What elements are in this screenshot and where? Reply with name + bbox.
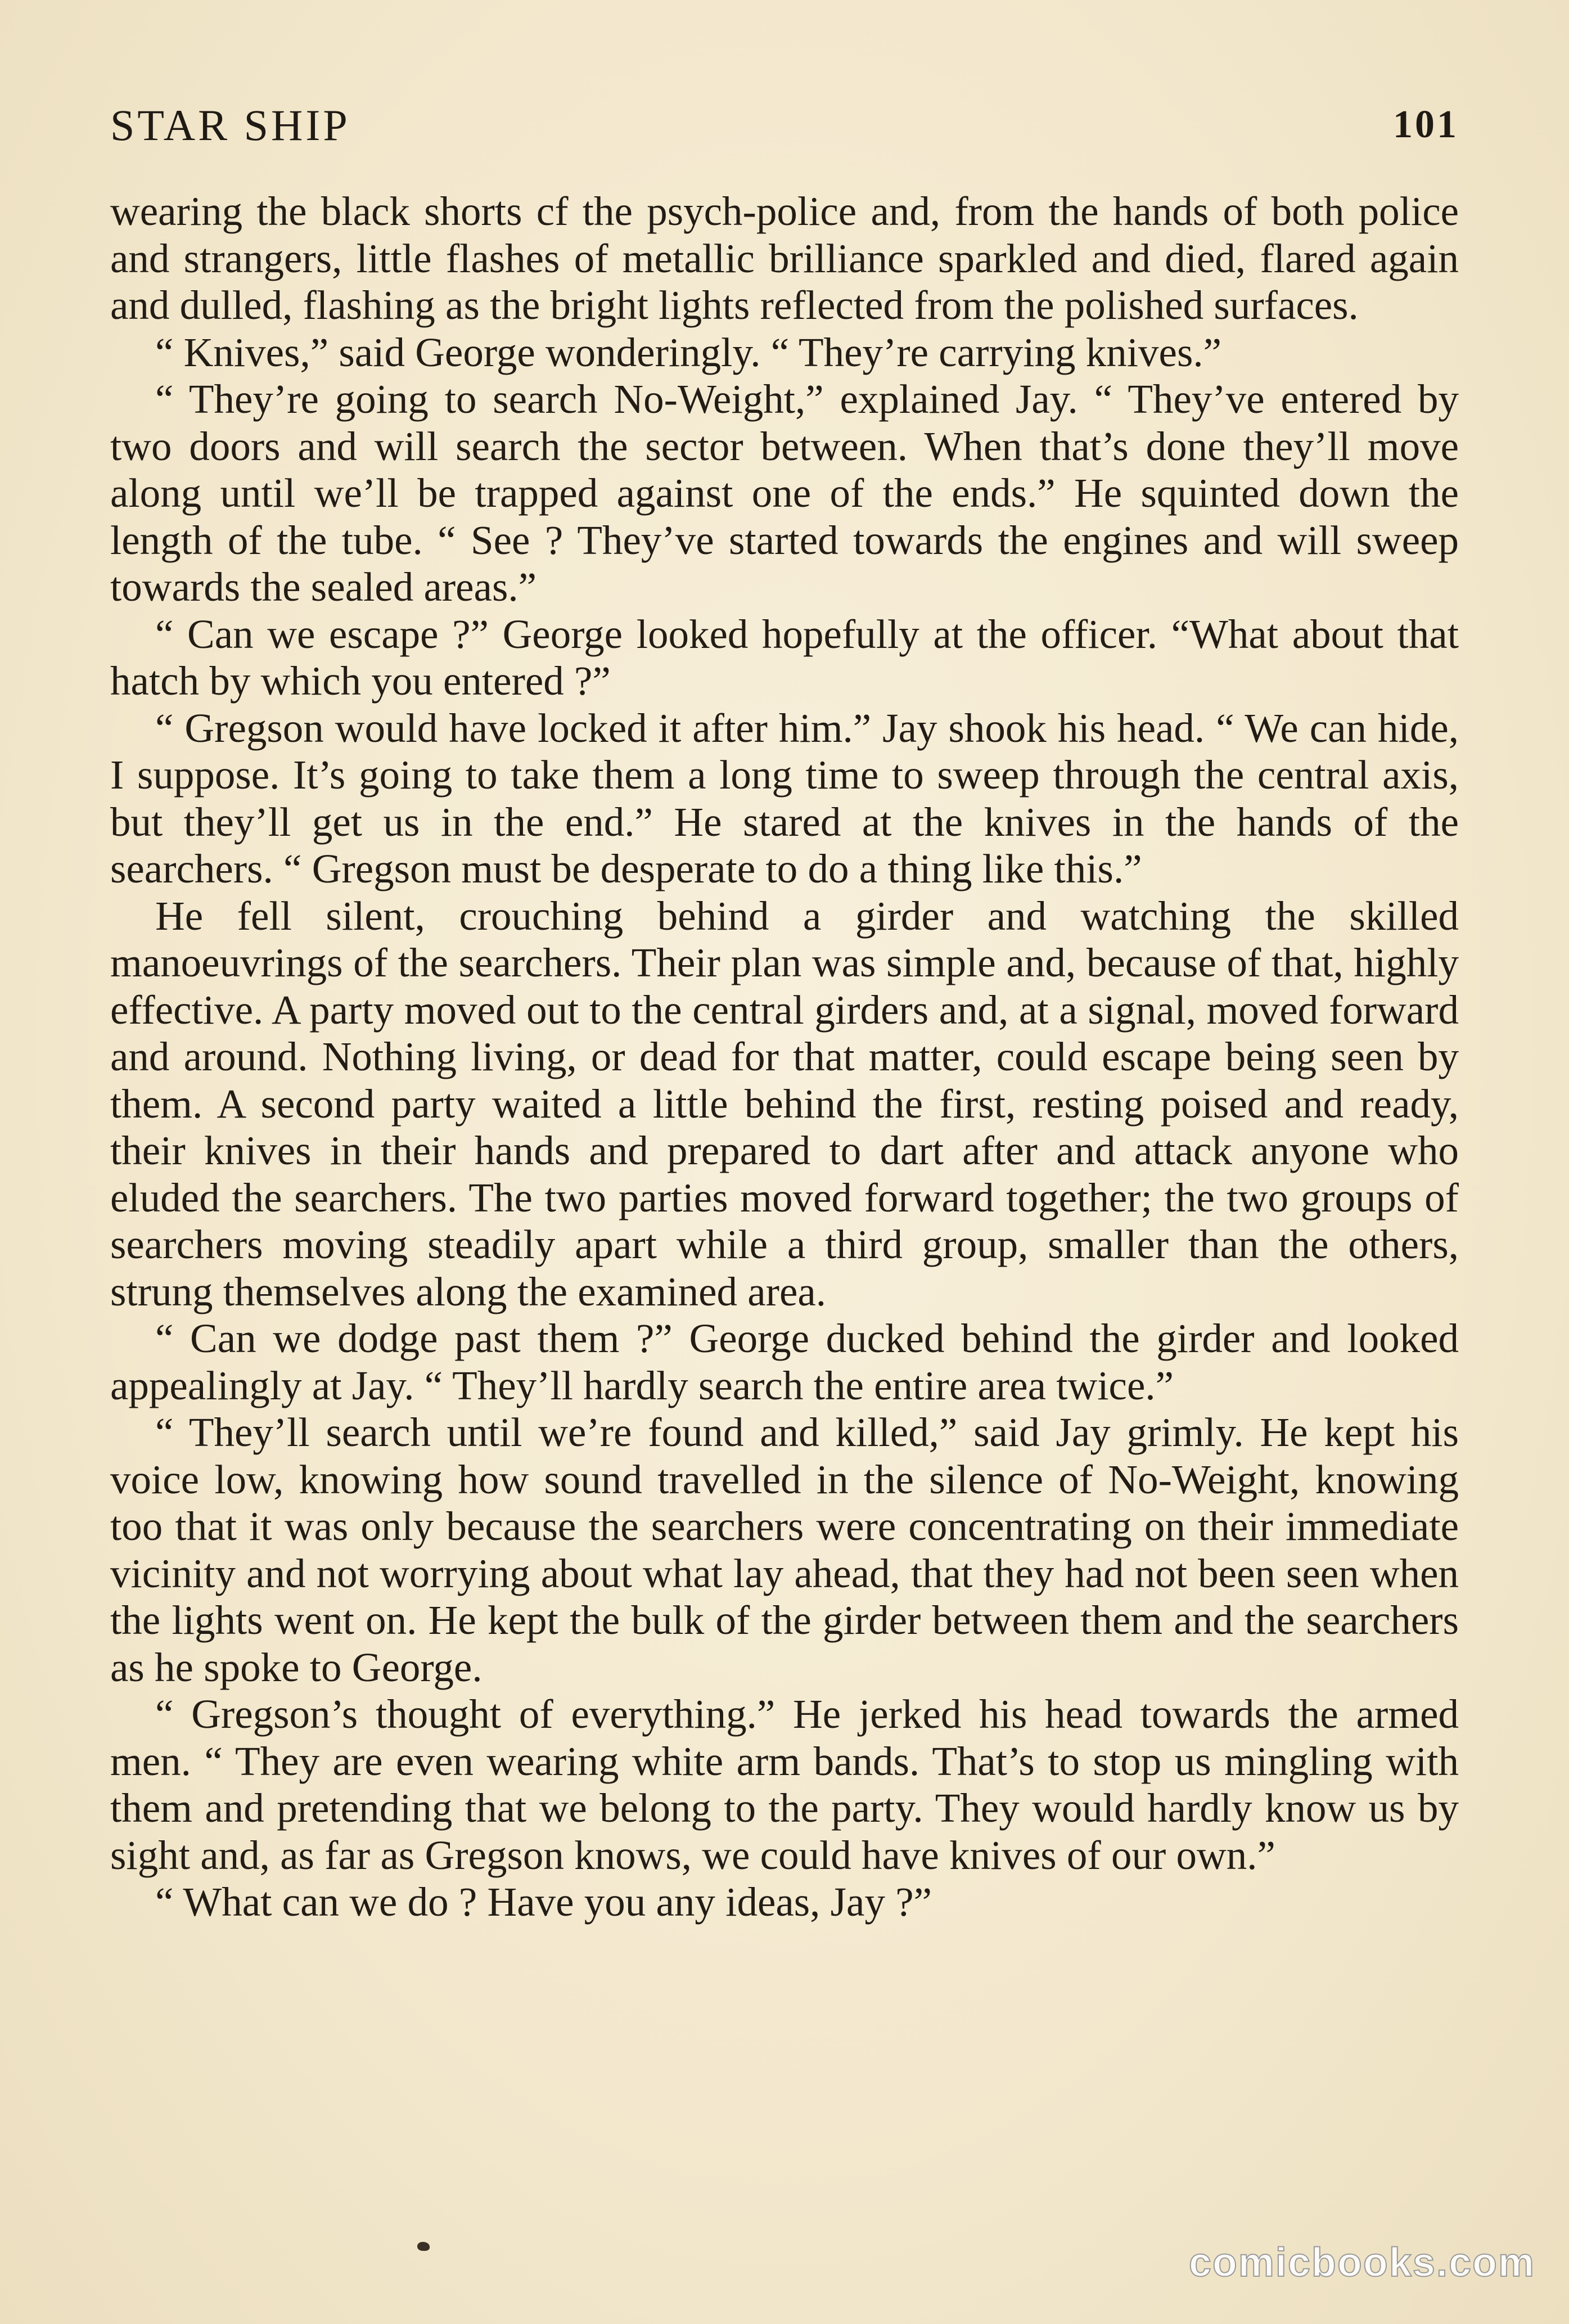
body-text [110,188,1459,1926]
page-number: 101 [1393,103,1459,146]
paragraph-9: “ Gregson’s thought of everything.” He jerked his head towards the armed men. “ They are even wearing white arm bands. That’s to stop us mingling with them and pretending that we belong to the party. They would hardly know us by sight and, as far as Gregson knows, we could have knives of our own.” [110,1691,1459,1878]
watermark: comicbooks.com [1188,2240,1535,2285]
paragraph-6: He fell silent, crouching behind a girder and watching the skilled manoeuvrings of the searchers. Their plan was simple and, because of that, highly effective. A party moved out to the central girders and, at a signal, moved forward and around. Nothing living, or dead for that matter, could escape being seen by them. A second party waited a little behind the first, resting poised and ready, their knives in their hands and prepared to dart after and attack anyone who eluded the searchers. The two parties moved forward together; the two groups of searchers moving steadily apart while a third group, smaller than the others, strung themselves along the examined area. [110,893,1459,1314]
paragraph-10: “ What can we do ? Have you any ideas, Jay ?” [155,1879,932,1925]
paragraph-4: “ Can we escape ?” George looked hopefully at the officer. “What about that hatch by which you entered ?” [110,611,1459,704]
paragraph-7: “ Can we dodge past them ?” George ducked behind the girder and looked appealingly at Jay. “ They’ll hardly search the entire area twice.” [110,1316,1459,1408]
paragraph-3: “ They’re going to search No-Weight,” explained Jay. “ They’ve entered by two doors and will search the sector between. When that’s done they’ll move along until we’ll be trapped against one of the ends.” He squinted down the length of the tube. “ See ? They’ve started towards the engines and will sweep towards the sealed areas.” [110,376,1459,610]
paragraph-1: wearing the black shorts cf the psych-police and, from the hands of both police and strangers, little flashes of metallic brilliance sparkled and died, flared again and dulled, flashing as the bright lights reflected from the polished surfaces. [110,188,1459,328]
page-header [110,100,1459,162]
running-title: STAR SHIP [110,101,350,150]
paragraph-8: “ They’ll search until we’re found and killed,” said Jay grimly. He kept his voice low, knowing how sound travelled in the silence of No-Weight, knowing too that it was only because the searchers were concentrating on their immediate vicinity and not worrying about what lay ahead, that they had not been seen when the lights went on. He kept the bulk of the girder between them and the searchers as he spoke to George. [110,1409,1459,1690]
paragraph-2: “ Knives,” said George wonderingly. “ They’re carrying knives.” [155,329,1222,375]
ink-blot-ornament [417,2242,430,2251]
paragraph-5: “ Gregson would have locked it after him.” Jay shook his head. “ We can hide, I suppose. It’s going to take them a long time to sweep through the central axis, but they’ll get us in the end.” He stared at the knives in the hands of the searchers. “ Gregson must be desperate to do a thing like this.” [110,705,1459,891]
